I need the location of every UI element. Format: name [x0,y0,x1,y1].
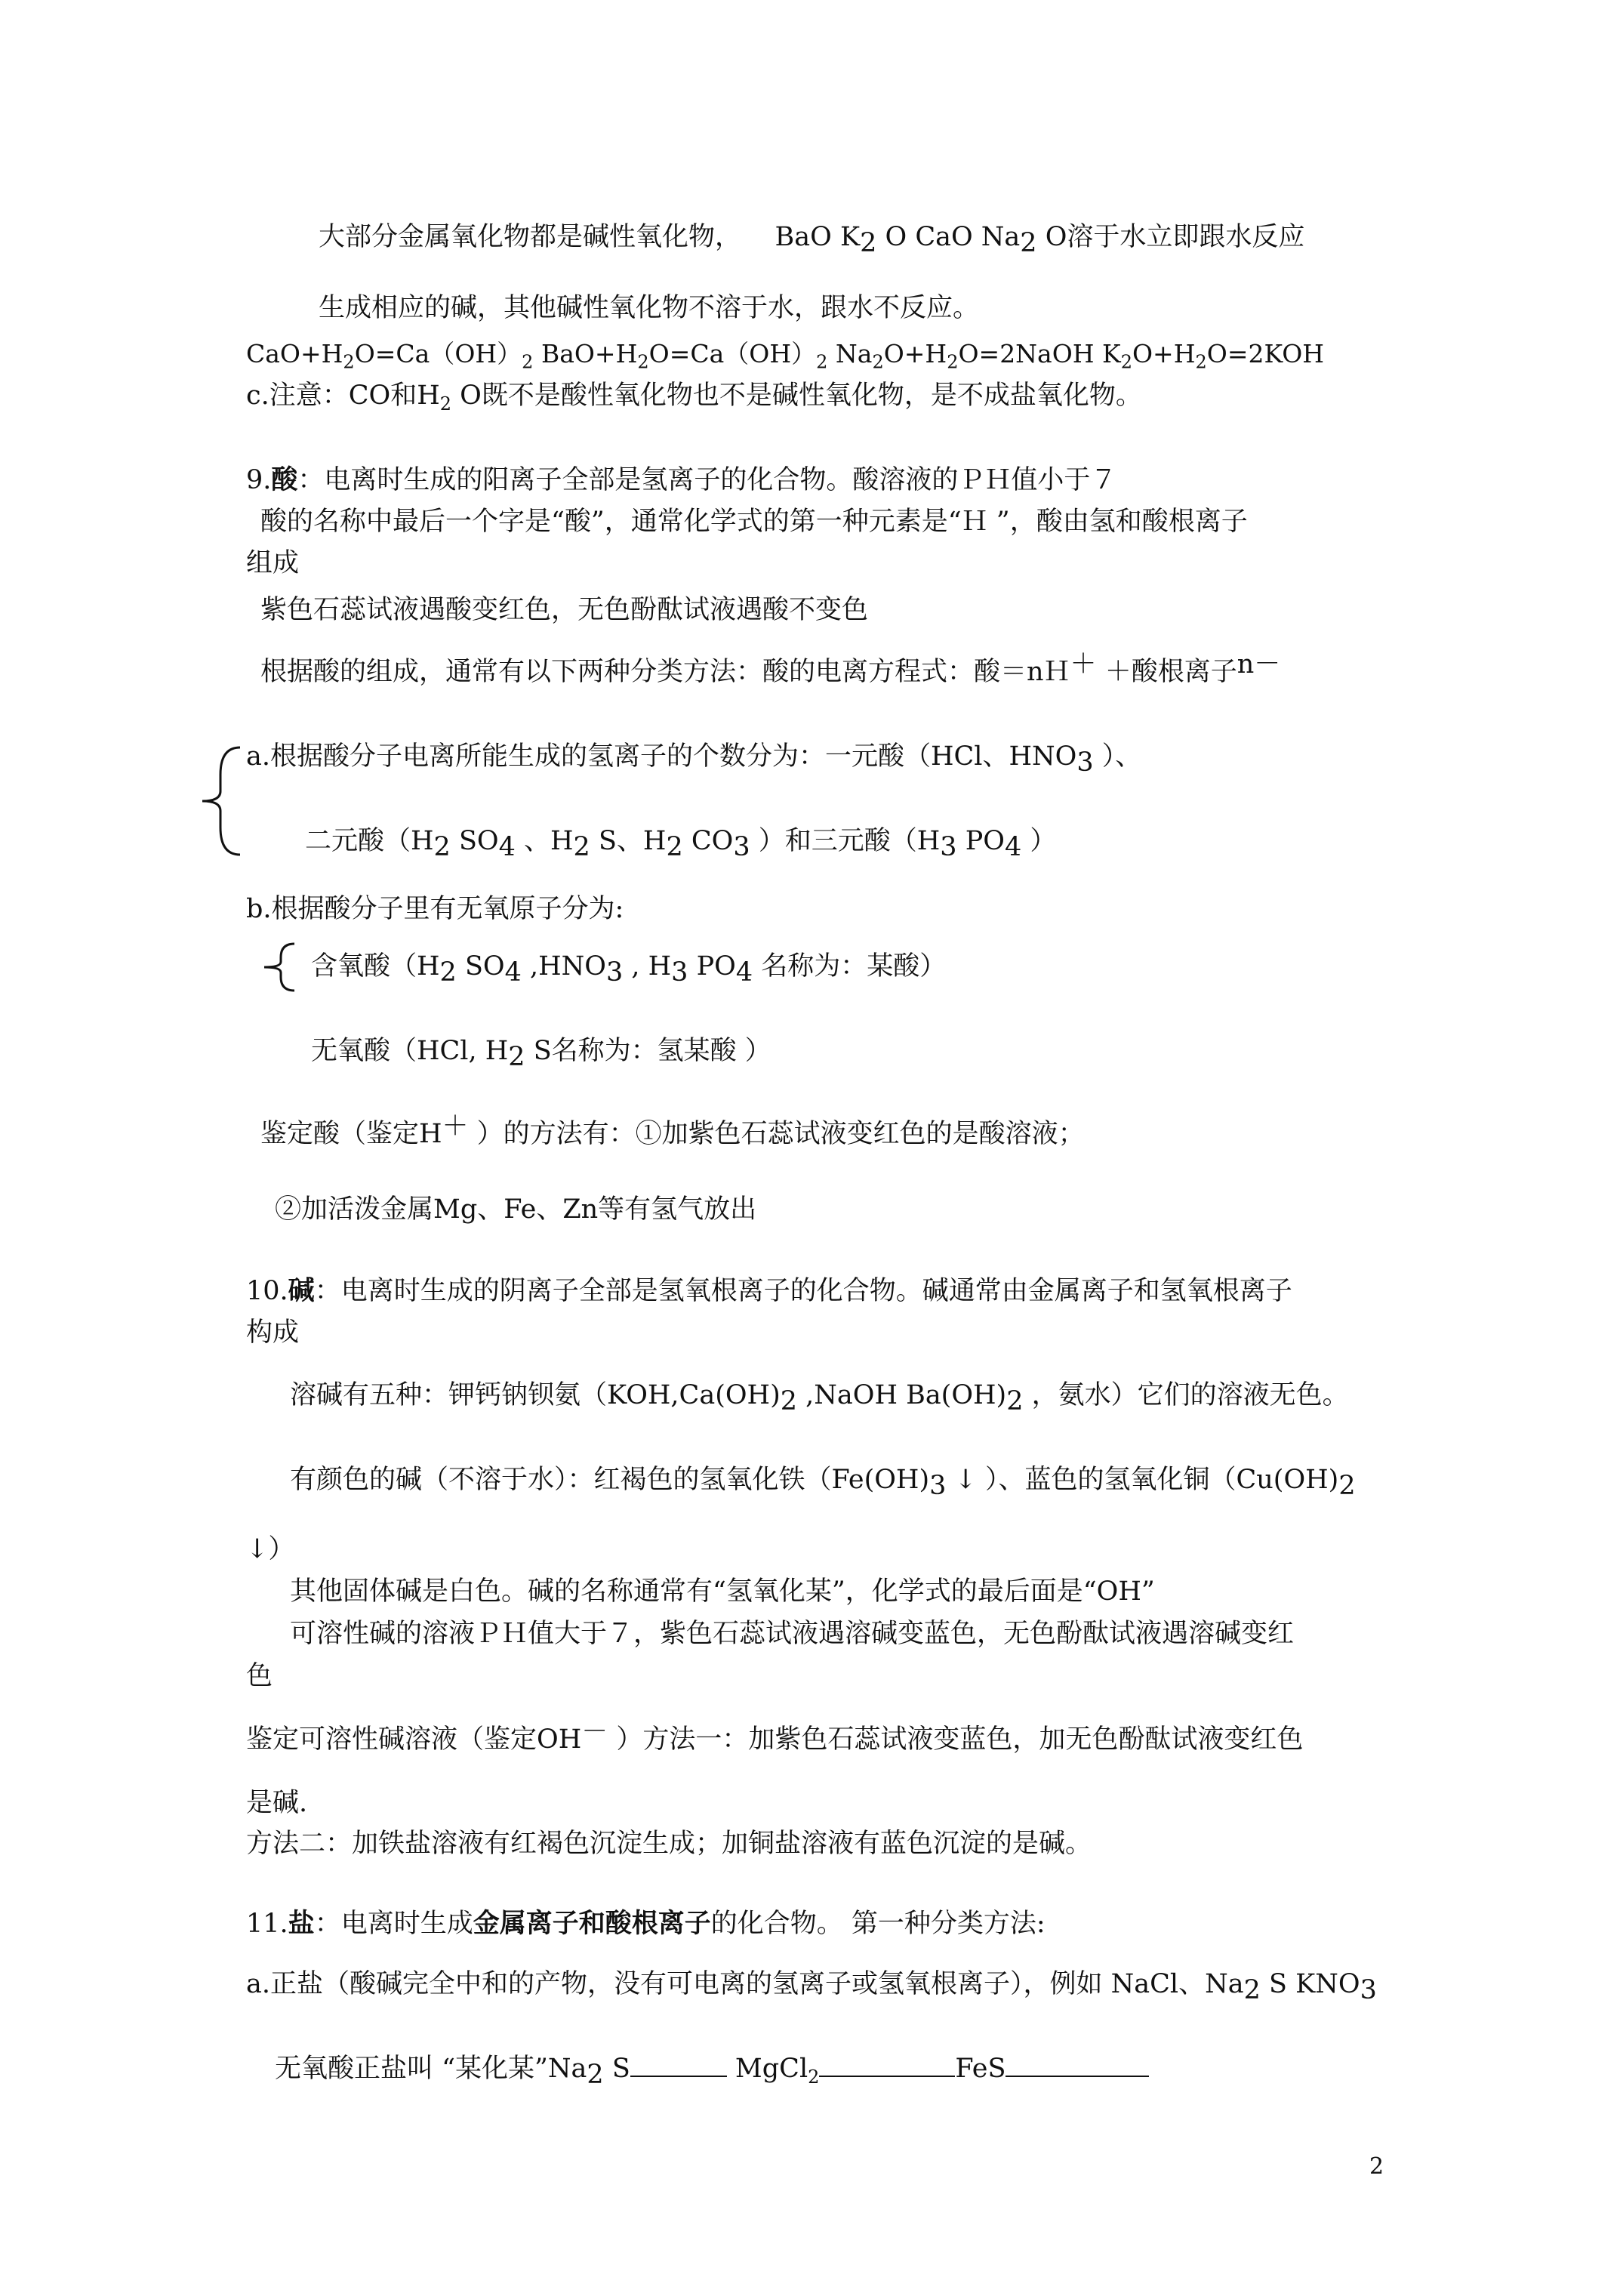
page-number: 2 [1369,2153,1384,2180]
text-line: 溶碱有五种：钾钙钠钡氨（KOH,Ca(OH)2 ,NaOH Ba(OH)2 ，氨水）它们的溶液无色。 [290,1380,1349,1416]
text-line: 是碱. [246,1788,308,1818]
text-line: 其他固体碱是白色。碱的名称通常有“氢氧化某”，化学式的最后面是“OH” [290,1576,1155,1607]
blank-field[interactable] [819,2053,955,2077]
text-line: 可溶性碱的溶液ＰＨ值大于７，紫色石蕊试液遇溶碱变蓝色，无色酚酞试液遇溶碱变红 [290,1619,1295,1649]
text-line: 组成 [246,548,300,578]
text-line: ↓） [246,1534,295,1564]
note-line: c.注意：CO和$H_2$ O既不是酸性氧化物也不是碱性氧化物，是不成盐氧化物。 [246,381,1142,415]
brace-icon [198,744,243,858]
text-line: 构成 [246,1318,300,1348]
text-line: b.根据酸分子里有无氧原子分为: [246,894,624,924]
fill-in-line: 无氧酸正盐叫 “某化某”Na2 S MgCl$_2$ FeS [275,2052,1149,2085]
text-line: a.根据酸分子电离所能生成的氢离子的个数分为：一元酸（HCl、HNO3 ）、 [246,741,1142,778]
section-10-heading: 10.碱：电离时生成的阴离子全部是氢氧根离子的化合物。碱通常由金属离子和氢氧根离子 [246,1275,1292,1306]
text-line: 紫色石蕊试液遇酸变红色，无色酚酞试液遇酸不变色 [260,595,869,625]
text-line: 大部分金属氧化物都是碱性氧化物， BaO K2 O CaO Na2 O溶于水立即跟水反应 [319,222,1305,258]
text-line: 色 [246,1661,273,1691]
text-line: 根据酸的组成，通常有以下两种分类方法：酸的电离方程式：酸＝nＨ＋ ＋酸根离子n－ [260,649,1281,687]
equation-line: $CaO+H_2O=Ca(OH)_2$ $BaO+H_2O=Ca(OH)_2$ $Na_2O+H_2O=2NaOH$ $K_2O+H_2O=2KOH$ [246,339,1325,373]
section-9-heading: 9.酸：电离时生成的阳离子全部是氢离子的化合物。酸溶液的ＰＨ值小于７ [246,464,1117,495]
text-line: 方法二：加铁盐溶液有红褐色沉淀生成；加铜盐溶液有蓝色沉淀的是碱。 [246,1829,1092,1859]
text-line: 鉴定酸（鉴定H＋ ）的方法有：①加紫色石蕊试液变红色的是酸溶液； [260,1111,1085,1149]
text-line: 有颜色的碱（不溶于水）：红褐色的氢氧化铁（Fe(OH)3 ↓ ）、蓝色的氢氧化铜（Cu(OH)2 [290,1465,1356,1501]
text-line: 含氧酸（H2 SO4 ,HNO3 , H3 PO4 名称为：某酸） [311,951,947,988]
text-line: 酸的名称中最后一个字是“酸”，通常化学式的第一种元素是“Ｈ ”，酸由氢和酸根离子 [260,507,1248,537]
section-11-heading: 11.盐：电离时生成金属离子和酸根离子的化合物。 第一种分类方法: [246,1908,1046,1939]
text-line: 无氧酸（HCl, H2 S名称为：氢某酸 ） [311,1036,771,1072]
text-line: a.正盐（酸碱完全中和的产物，没有可电离的氢离子或氢氧根离子），例如 NaCl、Na2 S KNO3 [246,1969,1377,2005]
blank-field[interactable] [1006,2053,1149,2077]
text-line: 生成相应的碱，其他碱性氧化物不溶于水，跟水不反应。 [319,293,980,323]
blank-field[interactable] [630,2053,727,2077]
brace-icon [260,941,297,994]
text-line: 二元酸（H2 SO4 、H2 S、H2 CO3 ）和三元酸（H3 PO4 ） [305,826,1057,862]
text-line: ②加活泼金属Mg、Fe、Zn等有氢气放出 [275,1194,757,1225]
text-line: 鉴定可溶性碱溶液（鉴定OH－ ）方法一：加紫色石蕊试液变蓝色，加无色酚酞试液变红色 [246,1717,1304,1755]
